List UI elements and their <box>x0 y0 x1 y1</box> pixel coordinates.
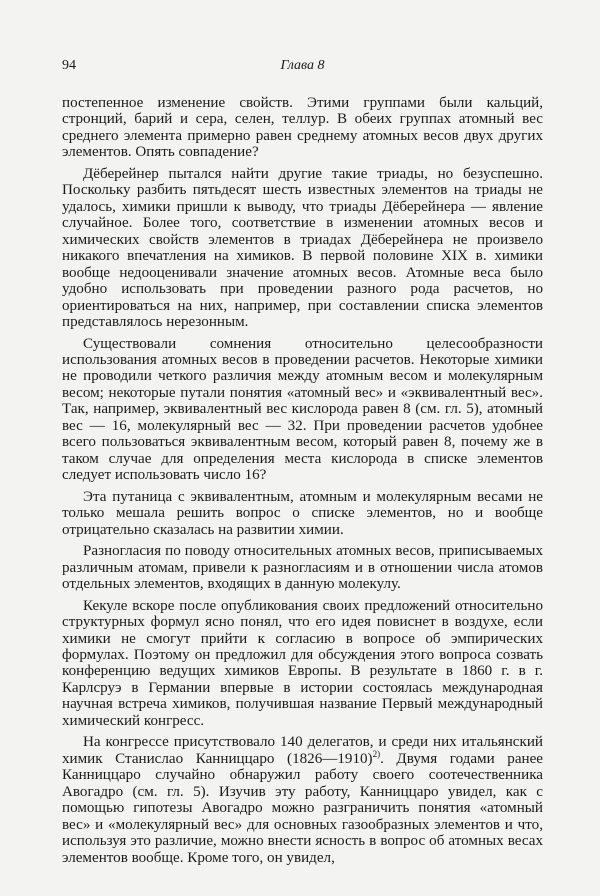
body-text <box>62 95 543 866</box>
paragraph-3: Существовали сомнения относительно целесообразности использования атомных весов в проведении расчетов. Некоторые химики не проводили четкого различия между атомным весом и молекулярным весом; некоторые путали понятия «атомный вес» и «эквивалентный вес». Так, например, эквивалентный вес кислорода равен 8 (см. гл. 5), атомный вес — 16, молекулярный вес — 32. При проведении расчетов удобнее всего пользоваться эквивалентным весом, который равен 8, почему же в таком случае для определения места кислорода в списке элементов следует использовать число 16? <box>62 335 543 484</box>
chapter-title: Глава 8 <box>280 58 325 73</box>
paragraph-2: Дёберейнер пытался найти другие такие триады, но безуспешно. Поскольку разбить пятьдесят шесть известных элементов на триады не удалось, химики пришли к выводу, что триады Дёберейнера — явление случайное. Более того, соответствие в изменении атомных весов и химических свойств элементов в триадах Дёберейнера не произвело никакого впечатления на химиков. В первой половине XIX в. химики вообще недооценивали значение атомных весов. Атомные веса было удобно использовать при проведении разного рода расчетов, но ориентироваться на них, например, при составлении списка элементов представлялось нерезонным. <box>62 165 543 330</box>
page-number: 94 <box>62 58 76 73</box>
paragraph-7 <box>62 734 543 866</box>
paragraph-5: Разногласия по поводу относительных атомных весов, приписываемых различным атомам, привели к разногласиям и в отношении числа атомов отдельных элементов, входящих в данную молекулу. <box>62 543 543 593</box>
paragraph-6: Кекуле вскоре после опубликования своих предложений относительно структурных формул ясно понял, что его идея повиснет в воздухе, если химики не смогут прийти к согласию в вопросе об эмпирических формулах. Поэтому он предложил для обсуждения этого вопроса созвать конференцию ведущих химиков Европы. В результате в 1860 г. в г. Карлсруэ в Германии впервые в истории состоялась международная научная встреча химиков, получившая название Первый международный химический конгресс. <box>62 597 543 729</box>
paragraph-4: Эта путаница с эквивалентным, атомным и молекулярным весами не только мешала решить вопрос о списке элементов, но и вообще отрицательно сказалась на развитии химии. <box>62 488 543 538</box>
paragraph-7-start: На конгрессе присутствовало 140 делегатов, и среди них итальянский химик Станислао Канниццаро (1826—1910) <box>62 734 543 767</box>
paragraph-1: постепенное изменение свойств. Этими группами были кальций, стронций, барий и сера, селен, теллур. В обеих группах атомный вес среднего элемента примерно равен среднему атомных весов двух других элементов. Опять совпадение? <box>62 95 543 161</box>
paragraph-7-rest: . Двумя годами ранее Канниццаро случайно обнаружил работу своего соотечественника Авогадро (см. гл. 5). Изучив эту работу, Канниццаро увидел, как с помощью гипотезы Авогадро можно разграничить понятия «атомный вес» и «молекулярный вес» для основных газообразных элементов и что, используя это различие, можно внести ясность в вопрос об атомных весах элементов вообще. Кроме того, он увидел, <box>62 750 543 866</box>
running-header <box>62 58 543 78</box>
footnote-marker[interactable]: 2) <box>372 748 381 759</box>
